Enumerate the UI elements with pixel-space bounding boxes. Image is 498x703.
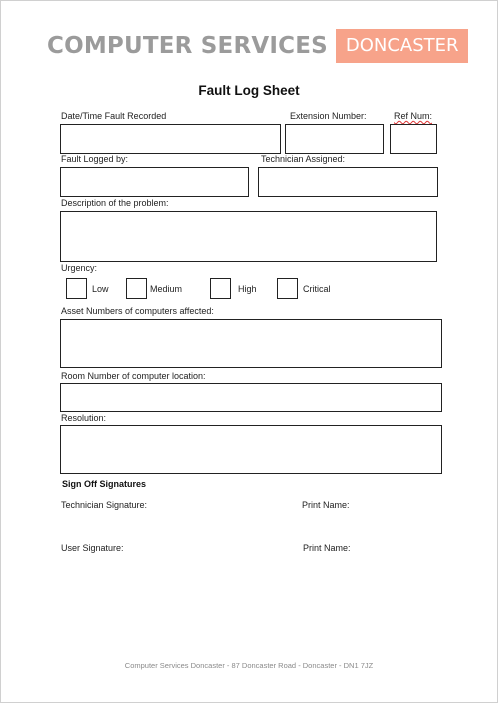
print-name-label-2: Print Name: xyxy=(303,543,351,553)
urgency-medium-checkbox[interactable] xyxy=(126,278,147,299)
fault-logged-label: Fault Logged by: xyxy=(61,154,129,164)
urgency-label: Urgency: xyxy=(61,263,98,273)
asset-label: Asset Numbers of computers affected: xyxy=(61,306,214,316)
urgency-high-checkbox[interactable] xyxy=(210,278,231,299)
datetime-field[interactable] xyxy=(60,124,281,154)
page-title: Fault Log Sheet xyxy=(198,83,300,98)
signoff-heading: Sign Off Signatures xyxy=(62,479,147,489)
logo-main-text: COMPUTER SERVICES xyxy=(47,33,328,59)
urgency-critical-checkbox[interactable] xyxy=(277,278,298,299)
resolution-label: Resolution: xyxy=(61,413,107,423)
extension-field[interactable] xyxy=(285,124,384,154)
fault-logged-field[interactable] xyxy=(60,167,249,197)
resolution-field[interactable] xyxy=(60,425,442,474)
urgency-medium-label: Medium xyxy=(150,284,183,294)
urgency-high-label: High xyxy=(238,284,257,294)
technician-assigned-field[interactable] xyxy=(258,167,438,197)
room-label: Room Number of computer location: xyxy=(61,371,206,381)
extension-label: Extension Number: xyxy=(290,111,367,121)
description-field[interactable] xyxy=(60,211,437,262)
asset-field[interactable] xyxy=(60,319,442,368)
description-label: Description of the problem: xyxy=(61,198,169,208)
urgency-critical-label: Critical xyxy=(303,284,331,294)
datetime-label: Date/Time Fault Recorded xyxy=(61,111,167,121)
ref-num-label: Ref Num: xyxy=(394,111,433,121)
logo xyxy=(47,29,468,63)
logo-accent-text: DONCASTER xyxy=(336,29,468,63)
urgency-low-label: Low xyxy=(92,284,109,294)
print-name-label-1: Print Name: xyxy=(302,500,350,510)
ref-num-field[interactable] xyxy=(390,124,437,154)
room-field[interactable] xyxy=(60,383,442,412)
urgency-low-checkbox[interactable] xyxy=(66,278,87,299)
user-signature-label: User Signature: xyxy=(61,543,124,553)
footer-address: Computer Services Doncaster - 87 Doncaster Road - Doncaster - DN1 7JZ xyxy=(124,661,374,670)
technician-signature-label: Technician Signature: xyxy=(61,500,148,510)
technician-assigned-label: Technician Assigned: xyxy=(261,154,346,164)
